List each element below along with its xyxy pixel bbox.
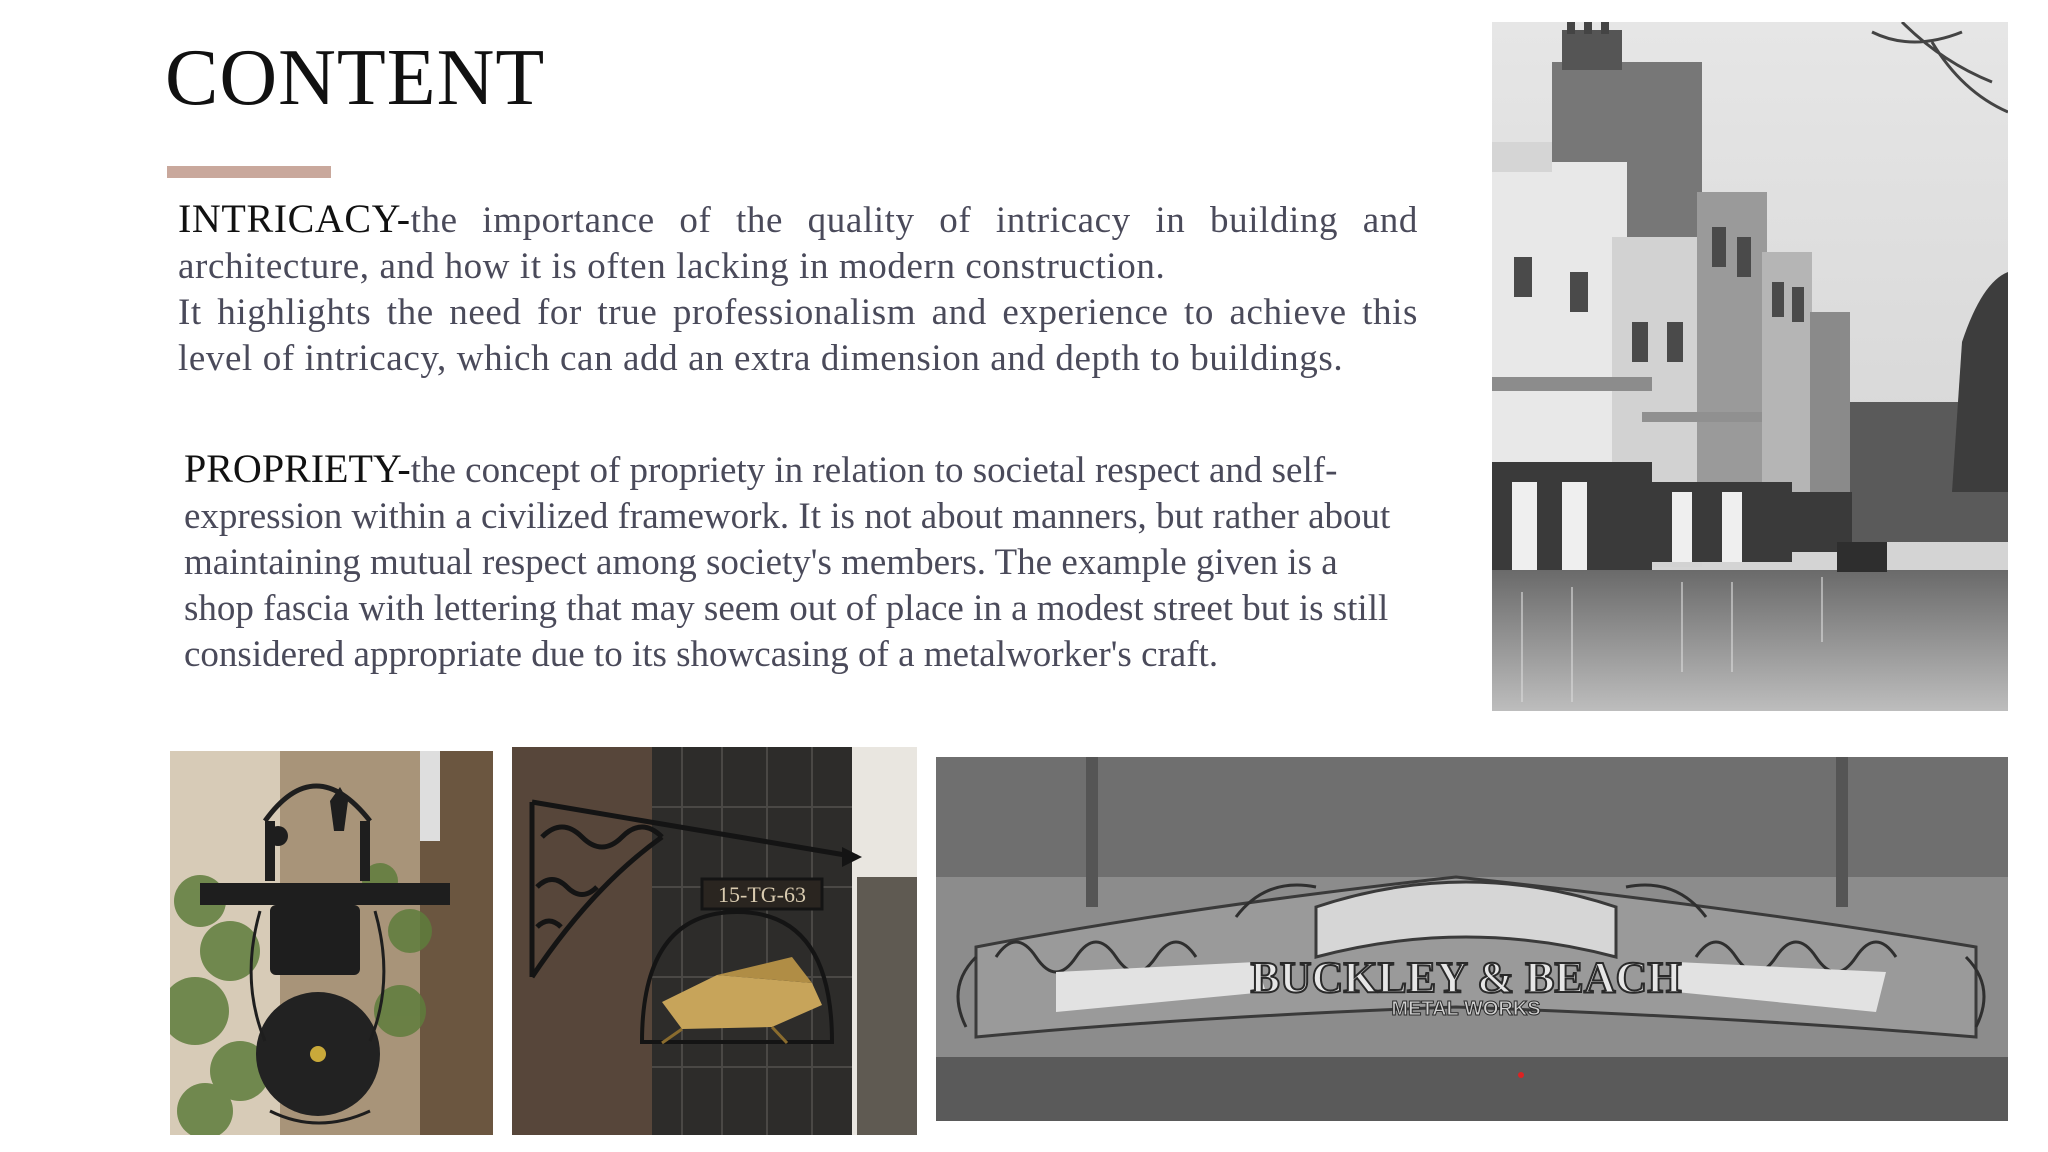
- flooded-street-photo: [1492, 22, 2008, 711]
- grasshopper-sign-photo: [512, 747, 917, 1135]
- hanging-shop-sign-photo: [170, 751, 493, 1135]
- propriety-term: PROPRIETY-: [184, 446, 411, 491]
- intricacy-term: INTRICACY-: [178, 196, 411, 241]
- propriety-text: the concept of propriety in relation to societal respect and self-expression within a civilized framework. It is not about manners, but rather about maintaining mutual respect among society's members. The example given is a shop fascia with lettering that may seem out of place in a modest street but is still considered appropriate due to its showcasing of a metalworker's craft.: [184, 450, 1391, 675]
- intricacy-paragraph: [178, 196, 1418, 382]
- fascia-subtitle: METAL WORKS: [1391, 998, 1541, 1020]
- fascia-lettering: BUCKLEY & BEACH: [1250, 953, 1682, 1002]
- title-accent-bar: [167, 166, 331, 178]
- metal-works-fascia-photo: [936, 757, 2008, 1121]
- intricacy-text: the importance of the quality of intricacy in building and architecture, and how it is often lacking in modern construction.: [178, 200, 1418, 287]
- intricacy-text-2: It highlights the need for true professionalism and experience to achieve this level of intricacy, which can add an extra dimension and depth to buildings.: [178, 292, 1418, 379]
- propriety-paragraph: [184, 446, 1416, 678]
- grasshopper-sign-number: 15-TG-63: [718, 882, 806, 907]
- slide-title: CONTENT: [165, 34, 546, 122]
